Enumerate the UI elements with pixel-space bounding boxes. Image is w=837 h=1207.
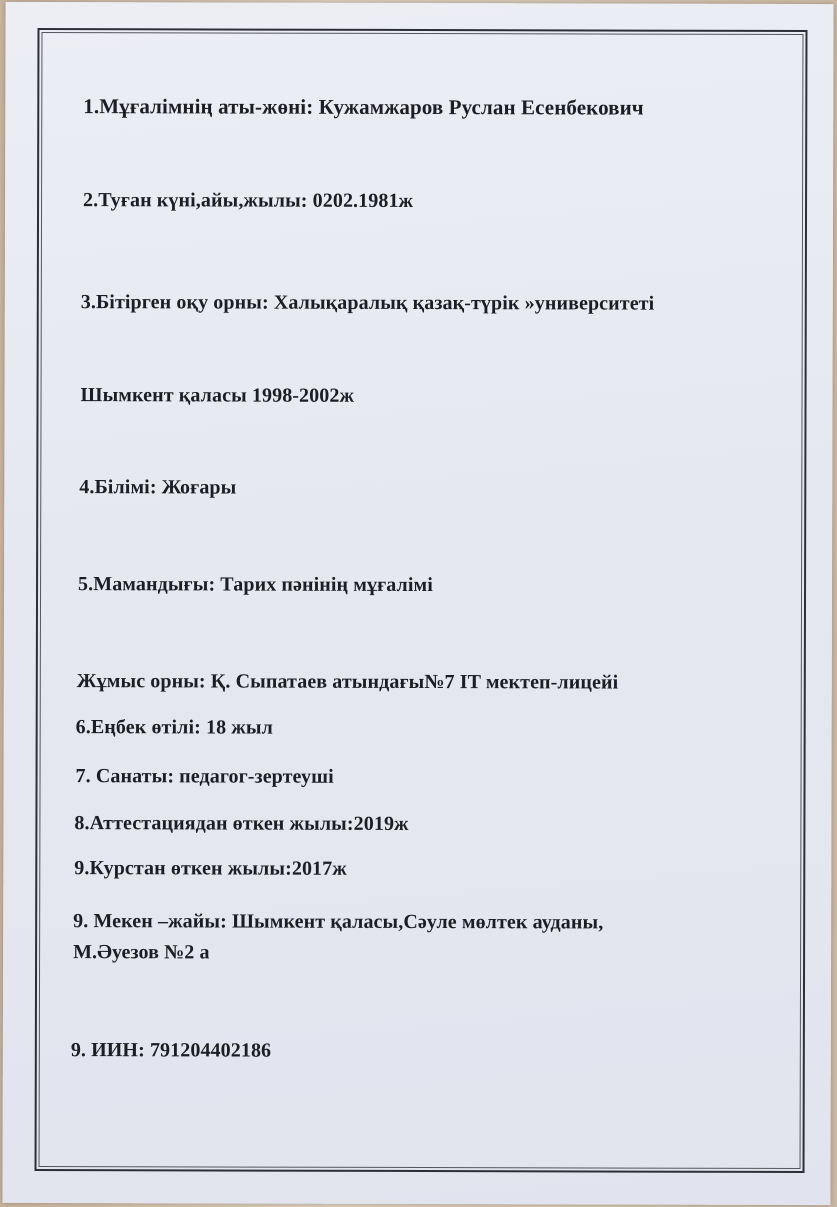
paper-sheet xyxy=(2,2,833,1205)
address-line: 9. Мекен –жайы: Шымкент қаласы,Сәуле мөлтек ауданы, xyxy=(73,910,604,934)
iin-line: 9. ИИН: 791204402186 xyxy=(70,1039,272,1062)
address-street-line: М.Әуезов №2 а xyxy=(73,941,210,964)
category-line: 7. Санаты: педагог-зертеуші xyxy=(75,765,334,788)
birth-date-line: 2.Туған күні,айы,жылы: 0202.1981ж xyxy=(83,189,414,212)
work-experience-line: 6.Еңбек өтілі: 18 жыл xyxy=(75,716,273,739)
institution-city-years-line: Шымкент қаласы 1998-2002ж xyxy=(80,384,355,407)
teacher-name-line: 1.Мұғалімнің аты-жөні: Кужамжаров Руслан Есенбекович xyxy=(83,94,644,120)
graduated-institution-line: 3.Бітірген оқу орны: Халықаралық қазақ-түрік »университеті xyxy=(80,291,655,315)
attestation-year-line: 8.Аттестациядан өткен жылы:2019ж xyxy=(74,812,409,835)
specialty-line: 5.Мамандығы: Тарих пәнінің мұғалімі xyxy=(78,573,433,597)
course-year-line: 9.Курстан өткен жылы:2017ж xyxy=(74,857,347,880)
workplace-line: Жұмыс орны: Қ. Сыпатаев атындағы№7 IT мектеп-лицейі xyxy=(76,670,619,694)
education-level-line: 4.Білімі: Жоғары xyxy=(79,476,237,499)
